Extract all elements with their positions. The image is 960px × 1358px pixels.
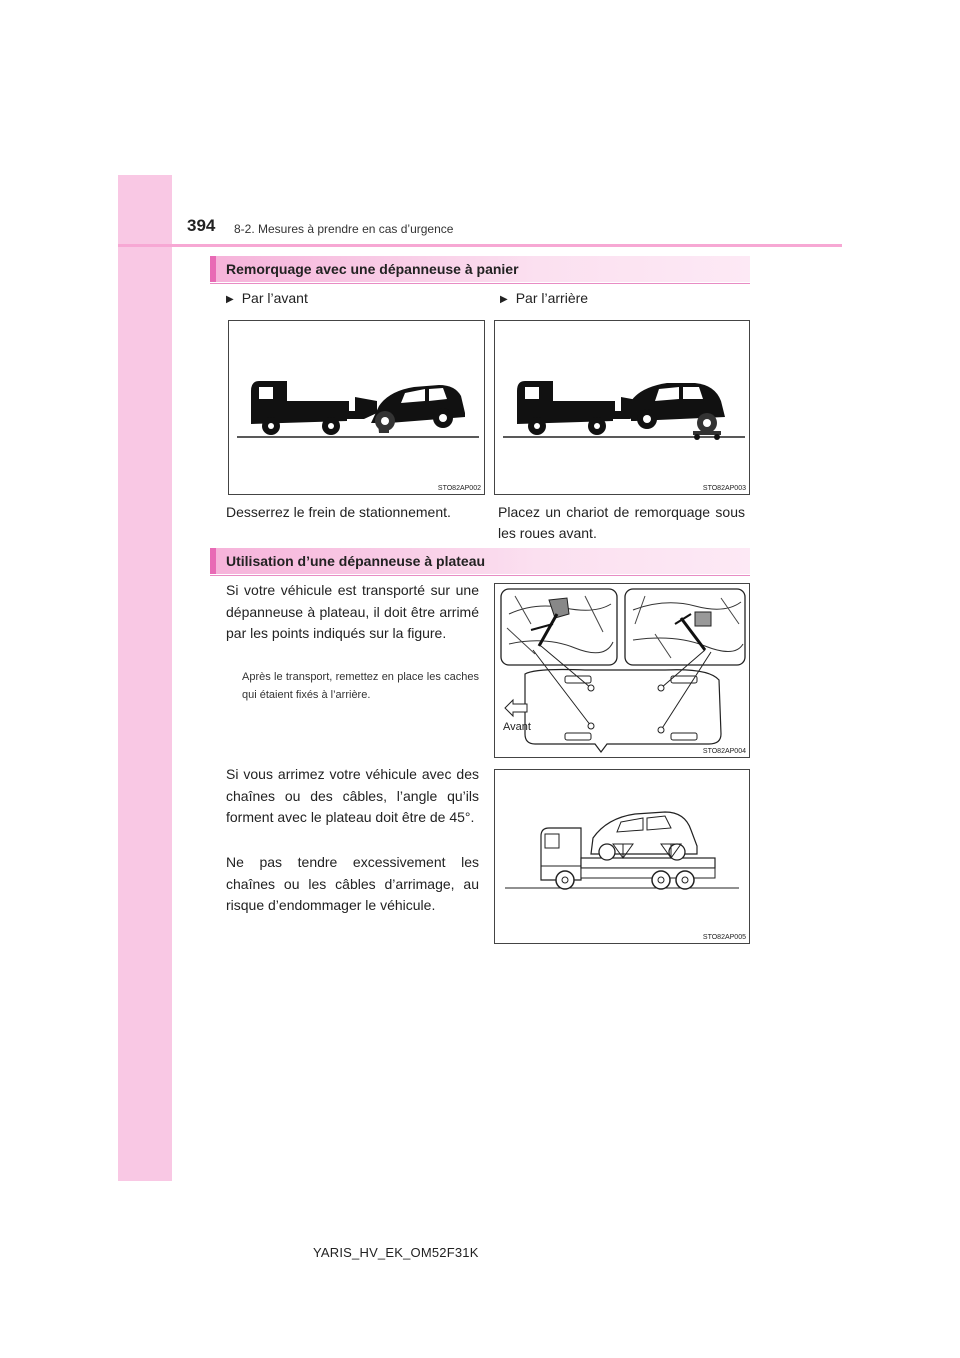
- tie-down-points-illustration: [495, 584, 751, 759]
- right-triangle-icon: ▶: [226, 294, 234, 305]
- flatbed-truck-illustration: [495, 770, 751, 945]
- figure-flatbed-truck: [494, 769, 750, 944]
- front-instruction: Desserrez le frein de stationnement.: [226, 504, 451, 520]
- document-code: YARIS_HV_EK_OM52F31K: [313, 1245, 479, 1260]
- subheading-rear: ▶ Par l’arrière: [500, 290, 589, 306]
- figure-tie-down-points: [494, 583, 750, 758]
- flatbed-paragraph: Si votre véhicule est transporté sur une dépanneuse à plateau, il doit être arrimé par les points indiqués sur la figure.: [226, 582, 479, 641]
- tow-truck-front-illustration: [229, 321, 486, 496]
- figure-code: STO82AP004: [702, 748, 746, 755]
- tow-truck-rear-illustration: [495, 321, 751, 496]
- sidebar-tab: [118, 175, 172, 1181]
- section-heading-flatbed: Utilisation d’une dépanneuse à plateau: [210, 548, 750, 574]
- figure-code: STO82AP002: [437, 485, 481, 492]
- figure-tow-front: [228, 320, 485, 495]
- flatbed-note: Après le transport, remettez en place les caches qui étaient fixés à l’arrière.: [242, 671, 479, 701]
- section-heading-wheel-lift: Remorquage avec une dépanneuse à panier: [210, 256, 750, 282]
- figure-tow-rear: [494, 320, 750, 495]
- right-triangle-icon: ▶: [500, 294, 508, 305]
- figure-code: STO82AP003: [702, 485, 746, 492]
- left-arrow-icon: [505, 700, 527, 716]
- chapter-title: 8-2. Mesures à prendre en cas d’urgence: [234, 222, 454, 236]
- figure-code: STO82AP005: [702, 934, 746, 941]
- subheading-front: ▶ Par l’avant: [226, 290, 308, 306]
- front-label: Avant: [503, 721, 531, 733]
- header-rule: [118, 244, 842, 247]
- tension-paragraph: Ne pas tendre excessivement les chaînes ou les câbles d’arrimage, au risque d’endommager le véhicule.: [226, 854, 479, 913]
- rear-instruction: Placez un chariot de remorquage sous les roues avant.: [498, 504, 745, 541]
- angle-paragraph: Si vous arrimez votre véhicule avec des chaînes ou des câbles, l’angle qu’ils forment avec le plateau doit être de 45°.: [226, 766, 479, 825]
- page-number: 394: [187, 216, 216, 235]
